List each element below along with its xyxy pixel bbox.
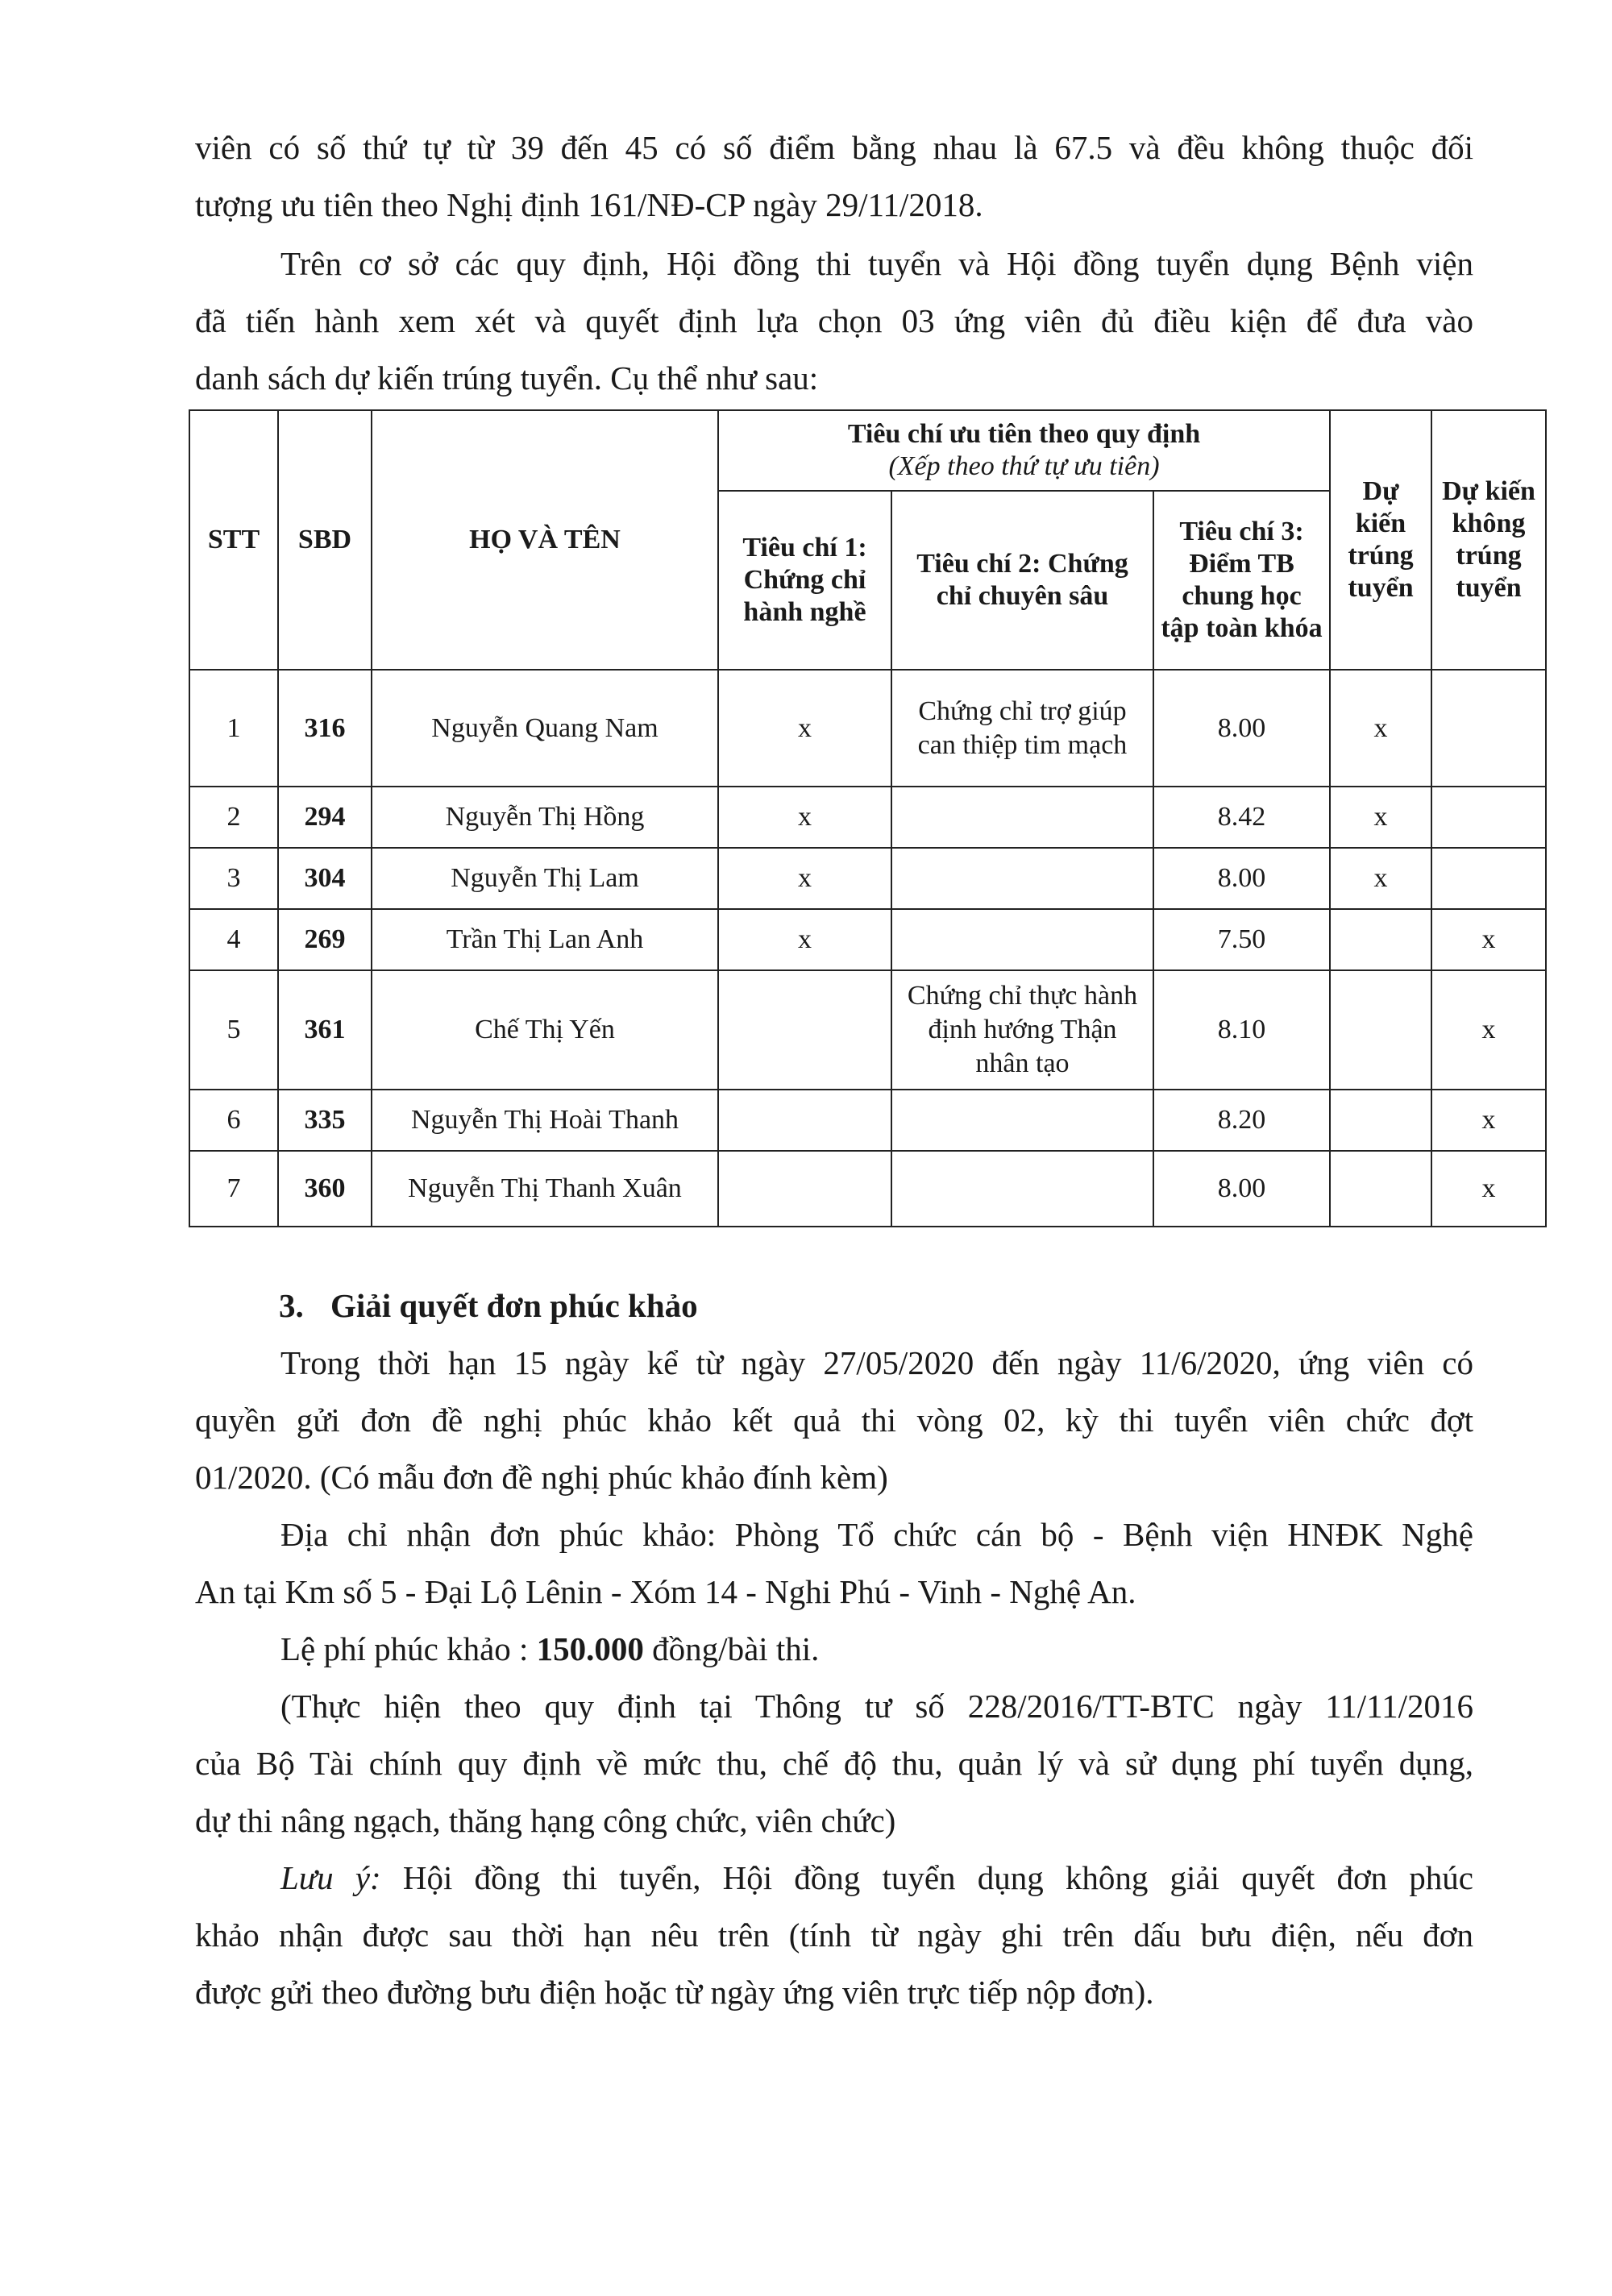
cell-stt: 3 (189, 848, 278, 909)
appeal-line: Trong thời hạn 15 ngày kể từ ngày 27/05/2020 đến ngày 11/6/2020, ứng viên có (280, 1344, 1473, 1381)
cell-expected-pass (1330, 1090, 1431, 1151)
cell-criterion-1: x (718, 848, 891, 909)
cell-expected-pass (1330, 1151, 1431, 1227)
cell-sbd: 361 (278, 970, 372, 1090)
appeal-line: quyền gửi đơn đề nghị phúc khảo kết quả thi vòng 02, kỳ thi tuyển viên chức đợt (195, 1401, 1473, 1439)
header-criterion-1: Tiêu chí 1: Chứng chỉ hành nghề (718, 491, 891, 670)
selection-paragraph (195, 235, 1473, 407)
cell-sbd: 294 (278, 787, 372, 848)
cell-name: Nguyễn Quang Nam (372, 670, 718, 787)
section-title: Giải quyết đơn phúc khảo (330, 1287, 698, 1324)
cell-criterion-3: 8.00 (1153, 848, 1330, 909)
cell-name: Trần Thị Lan Anh (372, 909, 718, 970)
cell-name: Nguyễn Thị Hồng (372, 787, 718, 848)
cell-criterion-3: 8.00 (1153, 1151, 1330, 1227)
cell-criterion-1: x (718, 787, 891, 848)
cell-expected-pass (1330, 970, 1431, 1090)
selection-line: danh sách dự kiến trúng tuyển. Cụ thể như sau: (195, 359, 819, 397)
cell-stt: 1 (189, 670, 278, 787)
address-line: Địa chỉ nhận đơn phúc khảo: Phòng Tổ chức cán bộ - Bệnh viện HNĐK Nghệ (280, 1516, 1473, 1553)
cell-stt: 2 (189, 787, 278, 848)
cell-name: Nguyễn Thị Thanh Xuân (372, 1151, 718, 1227)
table-row (189, 787, 1546, 848)
regulation-line: (Thực hiện theo quy định tại Thông tư số 228/2016/TT-BTC ngày 11/11/2016 (280, 1688, 1473, 1725)
cell-criterion-1 (718, 1090, 891, 1151)
cell-expected-pass: x (1330, 848, 1431, 909)
fee-prefix: Lệ phí phúc khảo : (280, 1630, 537, 1667)
cell-expected-fail (1431, 787, 1546, 848)
table-row (189, 970, 1546, 1090)
cell-sbd: 304 (278, 848, 372, 909)
cell-criterion-2: Chứng chỉ thực hành định hướng Thận nhân tạo (891, 970, 1153, 1090)
header-criterion-3: Tiêu chí 3: Điểm TB chung học tập toàn khóa (1153, 491, 1330, 670)
regulation-line: dự thi nâng ngạch, thăng hạng công chức, viên chức) (195, 1802, 896, 1839)
table-row (189, 1090, 1546, 1151)
intro-line: viên có số thứ tự từ 39 đến 45 có số điểm bằng nhau là 67.5 và đều không thuộc đối (195, 129, 1473, 166)
header-expected-pass: Dự kiến trúng tuyển (1330, 410, 1431, 670)
cell-name: Nguyễn Thị Lam (372, 848, 718, 909)
table-row (189, 1151, 1546, 1227)
cell-criterion-1 (718, 970, 891, 1090)
cell-expected-pass: x (1330, 670, 1431, 787)
cell-stt: 6 (189, 1090, 278, 1151)
cell-expected-fail (1431, 848, 1546, 909)
header-criteria-group (718, 410, 1330, 491)
cell-criterion-3: 8.20 (1153, 1090, 1330, 1151)
cell-criterion-2 (891, 787, 1153, 848)
intro-line: tượng ưu tiên theo Nghị định 161/NĐ-CP ngày 29/11/2018. (195, 186, 983, 223)
cell-expected-fail (1431, 670, 1546, 787)
table-row (189, 670, 1546, 787)
cell-expected-fail: x (1431, 1090, 1546, 1151)
fee-suffix: đồng/bài thi. (643, 1630, 820, 1667)
address-line: An tại Km số 5 - Đại Lộ Lênin - Xóm 14 - Nghi Phú - Vinh - Nghệ An. (195, 1573, 1136, 1610)
criteria-group-subtitle: (Xếp theo thứ tự ưu tiên) (888, 451, 1160, 481)
cell-stt: 5 (189, 970, 278, 1090)
note-label: Lưu ý: (280, 1859, 381, 1896)
address-paragraph (195, 1506, 1473, 1621)
cell-criterion-3: 8.42 (1153, 787, 1330, 848)
cell-criterion-1: x (718, 909, 891, 970)
appeal-line: 01/2020. (Có mẫu đơn đề nghị phúc khảo đính kèm) (195, 1459, 888, 1496)
cell-criterion-2: Chứng chỉ trợ giúp can thiệp tim mạch (891, 670, 1153, 787)
section-3-heading (279, 1277, 698, 1335)
fee-amount: 150.000 (536, 1630, 644, 1667)
cell-stt: 7 (189, 1151, 278, 1227)
cell-sbd: 335 (278, 1090, 372, 1151)
candidate-results-table (189, 409, 1547, 1227)
cell-name: Nguyễn Thị Hoài Thanh (372, 1090, 718, 1151)
note-line: khảo nhận được sau thời hạn nêu trên (tính từ ngày ghi trên dấu bưu điện, nếu đơn (195, 1916, 1473, 1953)
note-line: được gửi theo đường bưu điện hoặc từ ngày ứng viên trực tiếp nộp đơn). (195, 1974, 1154, 2011)
regulation-line: của Bộ Tài chính quy định về mức thu, chế độ thu, quản lý và sử dụng phí tuyển dụng, (195, 1745, 1473, 1782)
cell-expected-pass (1330, 909, 1431, 970)
header-expected-fail: Dự kiến không trúng tuyển (1431, 410, 1546, 670)
cell-sbd: 316 (278, 670, 372, 787)
selection-line: Trên cơ sở các quy định, Hội đồng thi tuyển và Hội đồng tuyển dụng Bệnh viện (280, 245, 1473, 282)
header-name: HỌ VÀ TÊN (372, 410, 718, 670)
cell-expected-fail: x (1431, 909, 1546, 970)
cell-criterion-3: 8.00 (1153, 670, 1330, 787)
cell-sbd: 360 (278, 1151, 372, 1227)
cell-expected-fail: x (1431, 1151, 1546, 1227)
criteria-group-title: Tiêu chí ưu tiên theo quy định (847, 419, 1201, 449)
intro-paragraph (195, 119, 1473, 234)
cell-criterion-3: 7.50 (1153, 909, 1330, 970)
cell-sbd: 269 (278, 909, 372, 970)
cell-criterion-1 (718, 1151, 891, 1227)
cell-criterion-2 (891, 1151, 1153, 1227)
note-line: Hội đồng thi tuyển, Hội đồng tuyển dụng không giải quyết đơn phúc (380, 1859, 1473, 1896)
table-row (189, 909, 1546, 970)
selection-line: đã tiến hành xem xét và quyết định lựa chọn 03 ứng viên đủ điều kiện để đưa vào (195, 302, 1473, 339)
cell-expected-fail: x (1431, 970, 1546, 1090)
cell-criterion-2 (891, 1090, 1153, 1151)
header-sbd: SBD (278, 410, 372, 670)
note-paragraph (195, 1850, 1473, 2021)
cell-stt: 4 (189, 909, 278, 970)
cell-criterion-1: x (718, 670, 891, 787)
table-row (189, 848, 1546, 909)
cell-criterion-2 (891, 909, 1153, 970)
cell-expected-pass: x (1330, 787, 1431, 848)
section-number: 3. (279, 1287, 304, 1324)
cell-criterion-3: 8.10 (1153, 970, 1330, 1090)
header-stt: STT (189, 410, 278, 670)
cell-name: Chế Thị Yến (372, 970, 718, 1090)
appeal-period-paragraph (195, 1335, 1473, 1506)
fee-paragraph (195, 1621, 1473, 1678)
header-criterion-2: Tiêu chí 2: Chứng chỉ chuyên sâu (891, 491, 1153, 670)
cell-criterion-2 (891, 848, 1153, 909)
regulation-paragraph (195, 1678, 1473, 1850)
